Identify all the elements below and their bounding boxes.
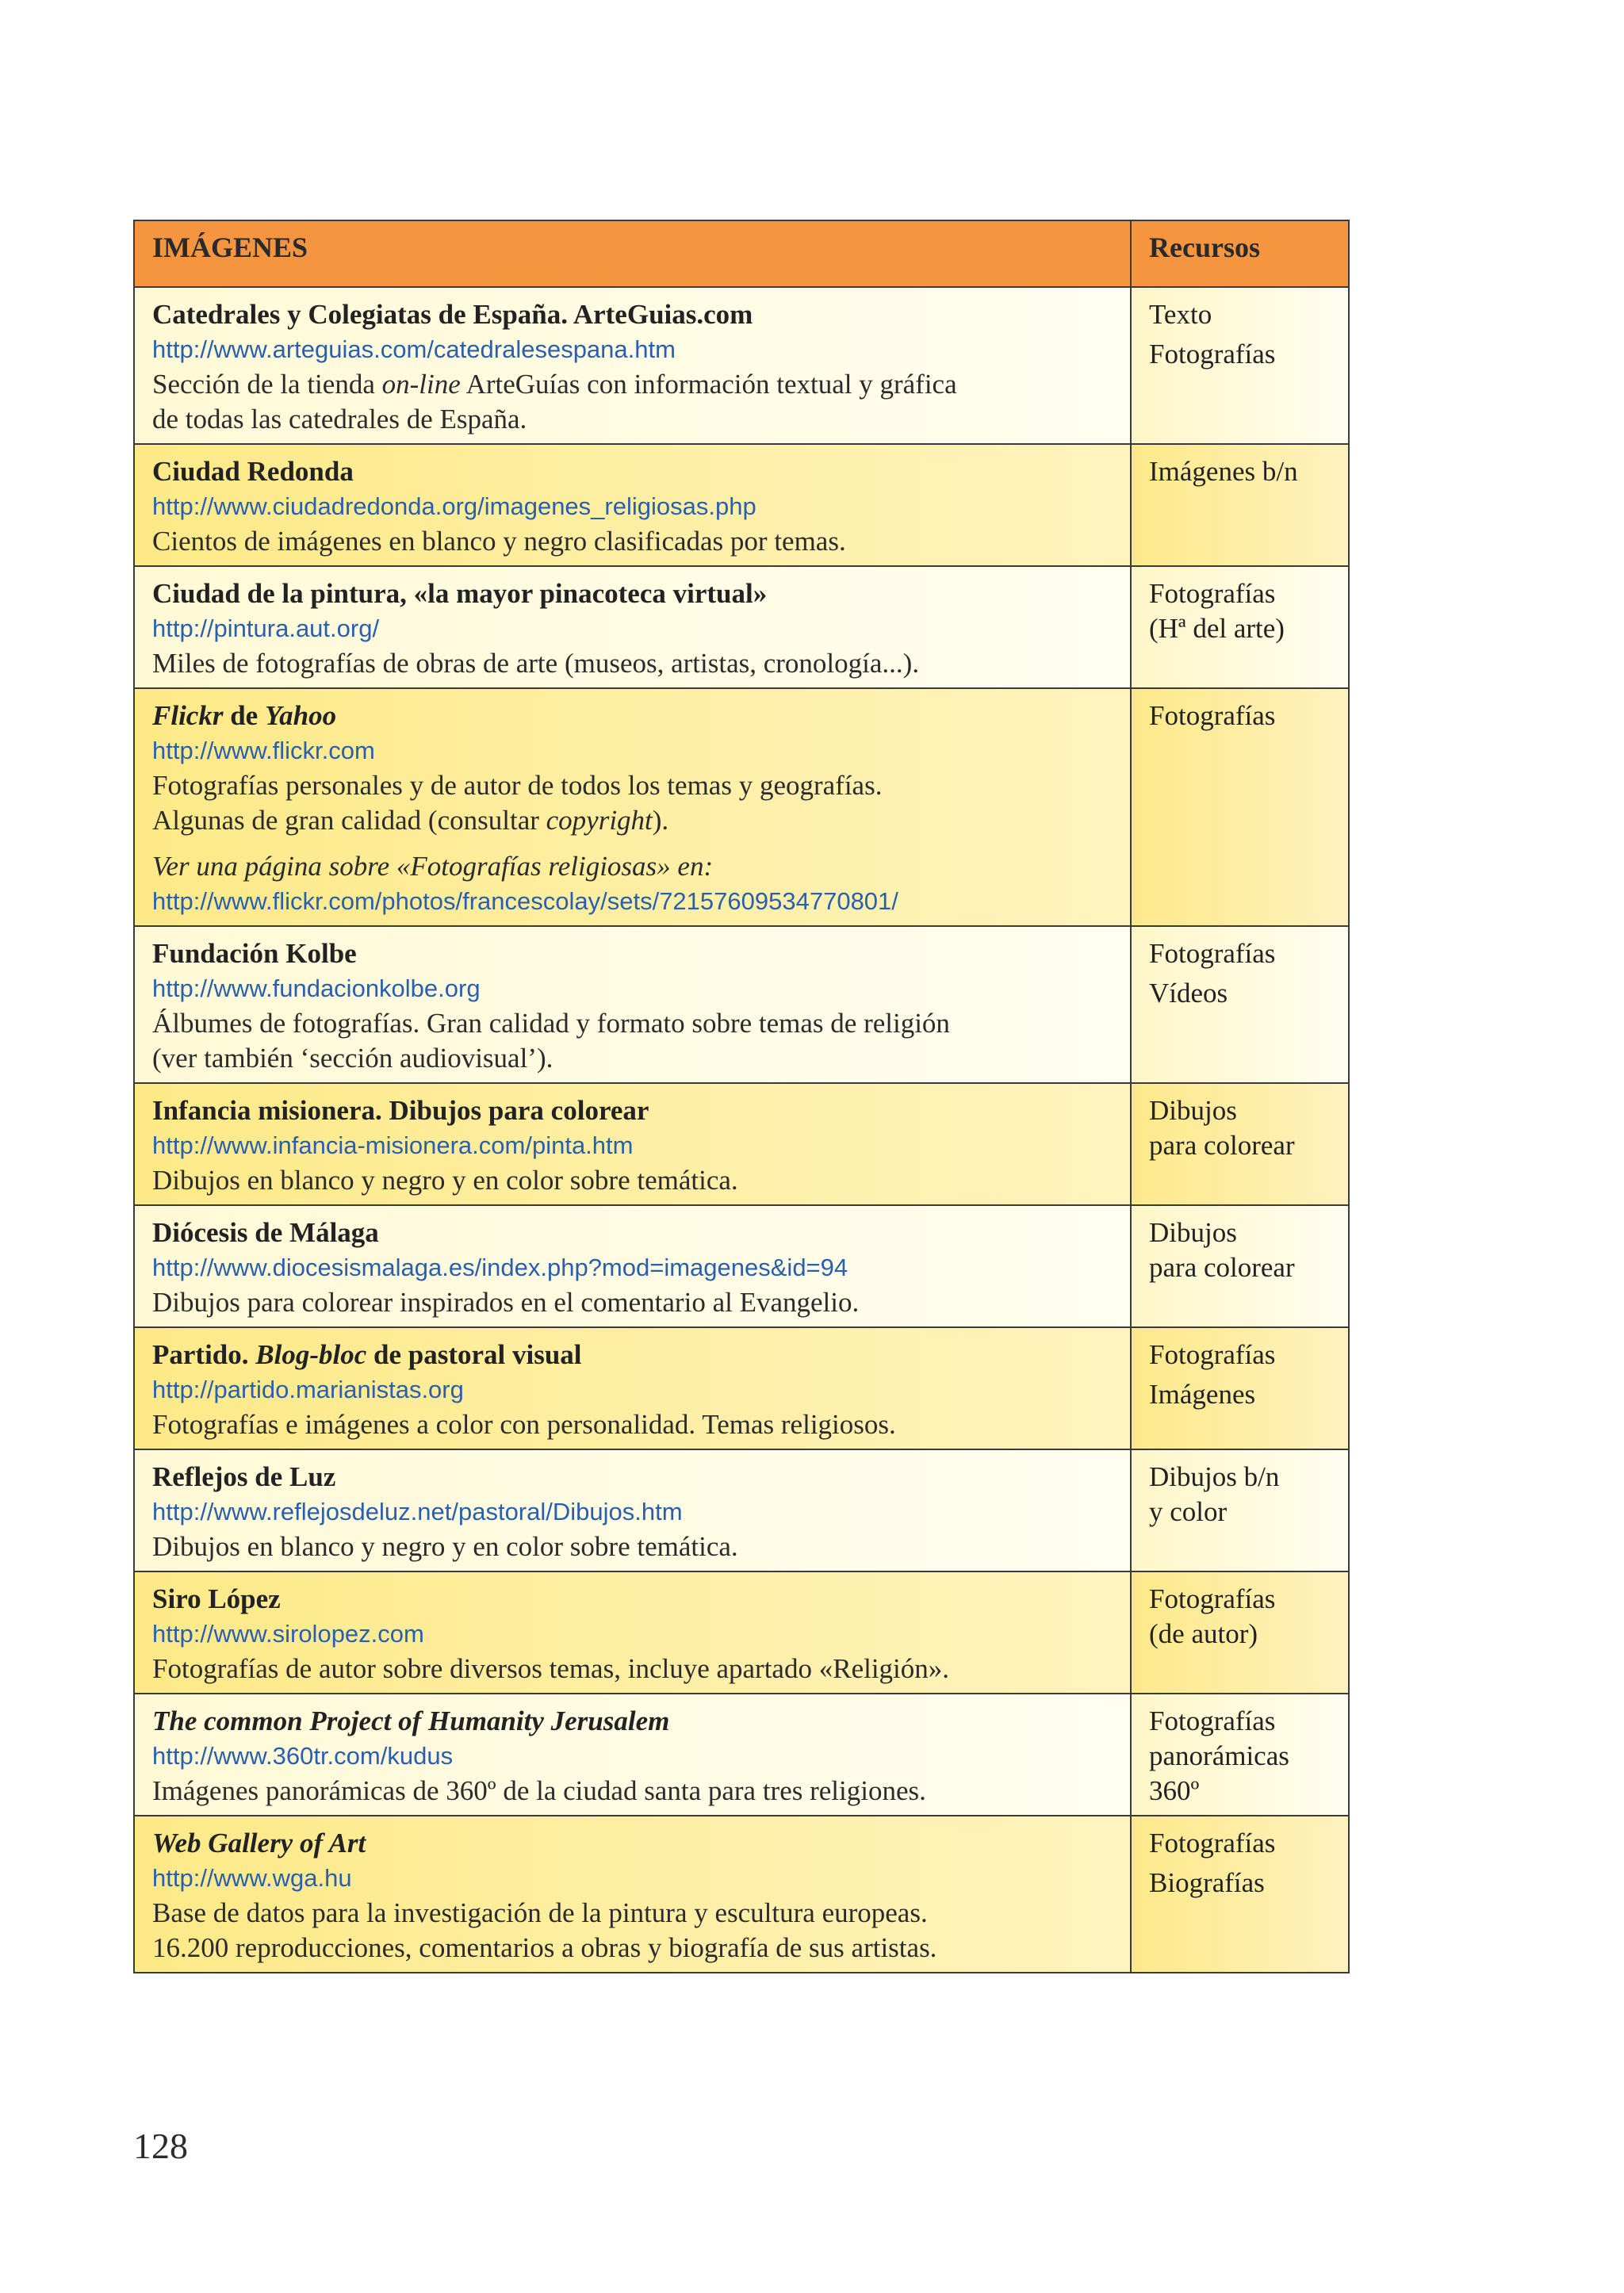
entry-description: Dibujos para colorear inspirados en el comentario al Evangelio. bbox=[152, 1287, 860, 1318]
resource-type: Fotografías bbox=[1149, 1583, 1276, 1614]
resource-type: Vídeos bbox=[1149, 978, 1228, 1009]
entry-url[interactable]: http://www.sirolopez.com bbox=[152, 1620, 424, 1648]
resource-type: Fotografías bbox=[1149, 578, 1276, 609]
table-row bbox=[134, 1205, 1349, 1327]
entry-url[interactable]: http://www.reflejosdeluz.net/pastoral/Dibujos.htm bbox=[152, 1498, 683, 1525]
resources-cell bbox=[1131, 1205, 1349, 1327]
resource-type: (de autor) bbox=[1149, 1618, 1258, 1649]
entry-description: Base de datos para la investigación de la pintura y escultura europeas. 16.200 reproducciones, comentarios a obras y biografía de sus artistas. bbox=[152, 1897, 937, 1963]
resources-cell bbox=[1131, 1327, 1349, 1449]
table-row bbox=[134, 1571, 1349, 1694]
entry-title: Flickr de Yahoo bbox=[152, 700, 337, 731]
entry-description: Cientos de imágenes en blanco y negro clasificadas por temas. bbox=[152, 526, 846, 557]
resource-type: panorámicas bbox=[1149, 1740, 1289, 1771]
entry-url[interactable]: http://www.flickr.com bbox=[152, 737, 375, 764]
entry-cell bbox=[134, 688, 1131, 926]
resource-type: Imágenes bbox=[1149, 1379, 1256, 1410]
entry-cell bbox=[134, 1327, 1131, 1449]
entry-description: Imágenes panorámicas de 360º de la ciudad santa para tres religiones. bbox=[152, 1775, 926, 1806]
entry-title: Fundación Kolbe bbox=[152, 938, 357, 969]
resources-cell bbox=[1131, 287, 1349, 444]
resource-type: para colorear bbox=[1149, 1252, 1295, 1283]
entry-url[interactable]: http://partido.marianistas.org bbox=[152, 1376, 464, 1403]
entry-description: Sección de la tienda on-line ArteGuías con información textual y gráfica de todas las catedrales de España. bbox=[152, 369, 957, 434]
entry-url[interactable]: http://www.fundacionkolbe.org bbox=[152, 974, 481, 1002]
table-row bbox=[134, 287, 1349, 444]
entry-url[interactable]: http://pintura.aut.org/ bbox=[152, 614, 380, 642]
entry-cell bbox=[134, 1571, 1131, 1694]
resource-type: Fotografías bbox=[1149, 1705, 1276, 1736]
resources-table bbox=[133, 220, 1350, 1973]
table-row bbox=[134, 444, 1349, 566]
entry-note: Ver una página sobre «Fotografías religiosas» en: bbox=[152, 851, 714, 882]
resource-type: y color bbox=[1149, 1496, 1228, 1527]
entry-title: Ciudad de la pintura, «la mayor pinacoteca virtual» bbox=[152, 578, 768, 609]
entry-url[interactable]: http://www.wga.hu bbox=[152, 1864, 352, 1892]
resource-type: Fotografías bbox=[1149, 700, 1276, 731]
table-header bbox=[134, 220, 1349, 287]
resources-cell bbox=[1131, 1816, 1349, 1973]
entry-title: Diócesis de Málaga bbox=[152, 1217, 379, 1248]
entry-title: Reflejos de Luz bbox=[152, 1461, 336, 1492]
resource-type: 360º bbox=[1149, 1775, 1200, 1806]
entry-description: Fotografías e imágenes a color con personalidad. Temas religiosos. bbox=[152, 1409, 896, 1440]
entry-description: Dibujos en blanco y negro y en color sobre temática. bbox=[152, 1165, 738, 1196]
resources-cell bbox=[1131, 1083, 1349, 1205]
entry-title: Siro López bbox=[152, 1583, 281, 1614]
entry-title: Catedrales y Colegiatas de España. ArteGuias.com bbox=[152, 299, 753, 330]
entry-cell bbox=[134, 444, 1131, 566]
table-row bbox=[134, 566, 1349, 688]
resources-cell bbox=[1131, 444, 1349, 566]
entry-url[interactable]: http://www.diocesismalaga.es/index.php?mod=imagenes&id=94 bbox=[152, 1254, 848, 1281]
page-number: 128 bbox=[133, 2126, 188, 2166]
entry-description: Álbumes de fotografías. Gran calidad y formato sobre temas de religión (ver también ‘sección audiovisual’). bbox=[152, 1008, 950, 1074]
entry-title: Infancia misionera. Dibujos para colorear bbox=[152, 1095, 649, 1126]
entry-cell bbox=[134, 1205, 1131, 1327]
entry-title: Ciudad Redonda bbox=[152, 456, 354, 487]
header-resources: Recursos bbox=[1131, 220, 1349, 287]
table-row bbox=[134, 688, 1349, 926]
table-row bbox=[134, 1816, 1349, 1973]
entry-title: Web Gallery of Art bbox=[152, 1828, 366, 1859]
entry-cell bbox=[134, 1449, 1131, 1571]
entry-cell bbox=[134, 566, 1131, 688]
table-row bbox=[134, 1083, 1349, 1205]
entry-title: The common Project of Humanity Jerusalem bbox=[152, 1705, 670, 1736]
resource-type: Dibujos b/n bbox=[1149, 1461, 1280, 1492]
resource-type: para colorear bbox=[1149, 1130, 1295, 1161]
entry-description: Dibujos en blanco y negro y en color sobre temática. bbox=[152, 1531, 738, 1562]
entry-url[interactable]: http://www.360tr.com/kudus bbox=[152, 1742, 454, 1770]
header-images: IMÁGENES bbox=[134, 220, 1131, 287]
resources-cell bbox=[1131, 1449, 1349, 1571]
entry-url[interactable]: http://www.ciudadredonda.org/imagenes_religiosas.php bbox=[152, 492, 756, 520]
resource-type: Dibujos bbox=[1149, 1217, 1237, 1248]
table-row bbox=[134, 1694, 1349, 1816]
entry-cell bbox=[134, 926, 1131, 1083]
table-row bbox=[134, 1327, 1349, 1449]
resources-cell bbox=[1131, 688, 1349, 926]
resource-type: Imágenes b/n bbox=[1149, 456, 1298, 487]
resource-type: Fotografías bbox=[1149, 1828, 1276, 1859]
entry-url[interactable]: http://www.infancia-misionera.com/pinta.htm bbox=[152, 1131, 634, 1159]
resource-type: (Hª del arte) bbox=[1149, 613, 1285, 644]
entry-description: Fotografías personales y de autor de todos los temas y geografías. Algunas de gran calidad (consultar copyright). bbox=[152, 770, 883, 836]
entry-cell bbox=[134, 1694, 1131, 1816]
entry-url[interactable]: http://www.arteguias.com/catedralesespana.htm bbox=[152, 335, 676, 363]
resource-type: Fotografías bbox=[1149, 1339, 1276, 1370]
entry-description: Miles de fotografías de obras de arte (museos, artistas, cronología...). bbox=[152, 648, 920, 679]
resource-type: Fotografías bbox=[1149, 938, 1276, 969]
resources-cell bbox=[1131, 1571, 1349, 1694]
entry-title: Partido. Blog-bloc de pastoral visual bbox=[152, 1339, 582, 1370]
table-row bbox=[134, 926, 1349, 1083]
resource-type: Biografías bbox=[1149, 1867, 1265, 1898]
table-row bbox=[134, 1449, 1349, 1571]
entry-description: Fotografías de autor sobre diversos temas, incluye apartado «Religión». bbox=[152, 1653, 950, 1684]
resources-cell bbox=[1131, 566, 1349, 688]
entry-url-secondary[interactable]: http://www.flickr.com/photos/francescolay/sets/72157609534770801/ bbox=[152, 887, 898, 915]
entry-cell bbox=[134, 1816, 1131, 1973]
entry-cell bbox=[134, 287, 1131, 444]
resource-type: Fotografías bbox=[1149, 339, 1276, 369]
entry-cell bbox=[134, 1083, 1131, 1205]
resources-cell bbox=[1131, 926, 1349, 1083]
resource-type: Dibujos bbox=[1149, 1095, 1237, 1126]
resource-type: Texto bbox=[1149, 299, 1212, 330]
resources-cell bbox=[1131, 1694, 1349, 1816]
